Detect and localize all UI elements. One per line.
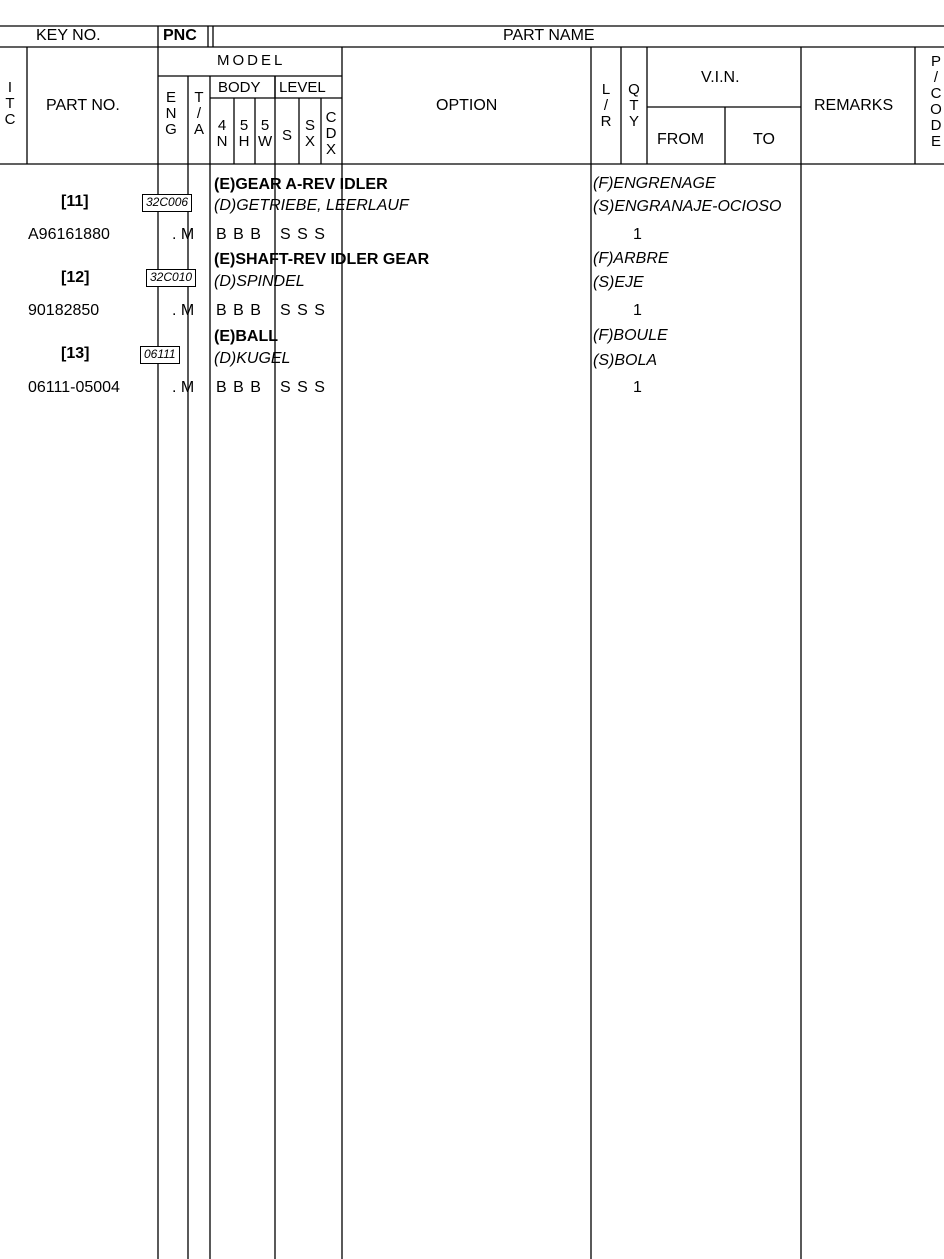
part-name-header: PART NAME xyxy=(503,27,595,44)
item-key: [12] xyxy=(61,269,90,286)
level-applicability: S S S xyxy=(280,379,325,396)
part-name-french: (F)BOULE xyxy=(593,327,668,344)
ta-code: . M xyxy=(172,379,195,396)
part-number: A96161880 xyxy=(28,226,110,243)
part-number: 06111-05004 xyxy=(28,379,120,396)
part-name-english: (E)GEAR A-REV IDLER xyxy=(214,176,388,193)
part-name-spanish: (S)BOLA xyxy=(593,352,658,369)
part-name-german: (D)SPINDEL xyxy=(214,273,305,290)
key-no-header: KEY NO. xyxy=(36,27,101,44)
ta-code: . M xyxy=(172,226,195,243)
pcode-header: P / C O D E xyxy=(930,53,942,150)
part-name-french: (F)ENGRENAGE xyxy=(593,175,716,192)
model-header: MODEL xyxy=(217,52,286,69)
body-col-5h: 5 H xyxy=(238,117,250,150)
item-key: [13] xyxy=(61,345,90,362)
part-number: 90182850 xyxy=(28,302,100,319)
part-name-spanish: (S)EJE xyxy=(593,274,644,291)
part-no-header: PART NO. xyxy=(46,97,120,114)
body-col-5w: 5 W xyxy=(258,117,273,150)
part-name-spanish: (S)ENGRANAJE-OCIOSO xyxy=(593,198,782,215)
itc-header: I T C xyxy=(4,79,16,128)
quantity: 1 xyxy=(633,226,642,243)
body-applicability: B B B xyxy=(216,302,261,319)
pnc-code: 32C006 xyxy=(142,194,192,212)
eng-header: E N G xyxy=(165,89,177,138)
level-col-cdx: C D X xyxy=(325,109,337,158)
level-applicability: S S S xyxy=(280,226,325,243)
vin-from-header: FROM xyxy=(657,131,705,148)
quantity: 1 xyxy=(633,302,642,319)
level-col-sx: S X xyxy=(304,117,315,150)
level-header: LEVEL xyxy=(279,79,326,96)
vin-header: V.I.N. xyxy=(701,69,740,86)
pnc-code: 32C010 xyxy=(146,269,196,287)
item-key: [11] xyxy=(61,193,89,210)
pnc-code: 06111 xyxy=(140,346,180,364)
level-applicability: S S S xyxy=(280,302,325,319)
body-applicability: B B B xyxy=(216,379,261,396)
level-col-s: S xyxy=(281,127,292,144)
option-header: OPTION xyxy=(436,97,498,114)
body-col-4n: 4 N xyxy=(216,117,228,150)
qty-header: Q T Y xyxy=(628,81,640,130)
part-name-german: (D)GETRIEBE, LEERLAUF xyxy=(214,197,409,214)
body-applicability: B B B xyxy=(216,226,261,243)
ta-header: T / A xyxy=(193,89,204,138)
part-name-english: (E)SHAFT-REV IDLER GEAR xyxy=(214,251,430,268)
part-name-french: (F)ARBRE xyxy=(593,250,669,267)
quantity: 1 xyxy=(633,379,642,396)
part-name-german: (D)KUGEL xyxy=(214,350,291,367)
vin-to-header: TO xyxy=(753,131,775,148)
ta-code: . M xyxy=(172,302,195,319)
pnc-header: PNC xyxy=(163,27,197,44)
lr-header: L / R xyxy=(600,81,612,130)
part-name-english: (E)BALL xyxy=(214,328,278,345)
remarks-header: REMARKS xyxy=(814,97,894,114)
body-header: BODY xyxy=(218,79,261,96)
